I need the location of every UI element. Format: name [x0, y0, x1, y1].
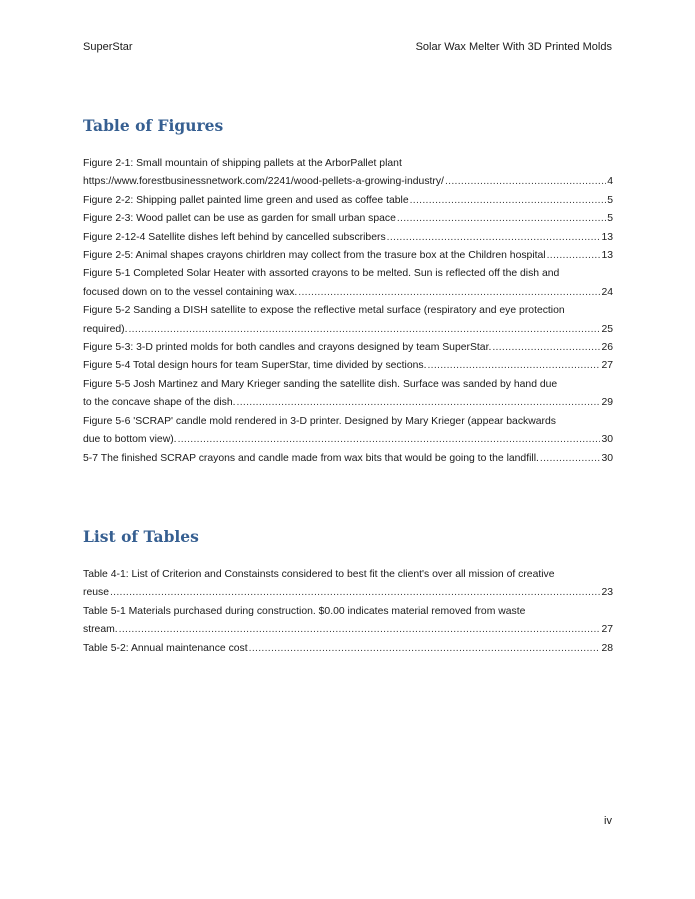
figure-entry[interactable]	[83, 265, 613, 302]
dot-leader	[110, 584, 600, 602]
entry-caption-line: Figure 5-1 Completed Solar Heater with assorted crayons to be melted. Sun is reflected off the dish and	[83, 268, 560, 280]
entry-page-number: 27	[601, 624, 613, 636]
figure-entry[interactable]	[83, 229, 613, 247]
table-entry[interactable]	[83, 603, 613, 640]
header-document-title: Solar Wax Melter With 3D Printed Molds	[415, 41, 612, 53]
figure-entry[interactable]	[83, 339, 613, 357]
entry-page-number: 13	[601, 250, 613, 262]
entry-caption-line: Figure 5-3: 3-D printed molds for both candles and crayons designed by team SuperStar.	[83, 342, 492, 354]
entry-caption-line: Figure 2-5: Animal shapes crayons chirldren may collect from the trasure box at the Children hospital	[83, 250, 546, 262]
entry-caption-line: Figure 2-1: Small mountain of shipping pallets at the ArborPallet plant	[83, 158, 402, 169]
entry-page-number: 5	[607, 194, 613, 206]
table-of-figures-heading: Table of Figures	[83, 116, 224, 135]
dot-leader	[249, 640, 601, 658]
dot-leader	[540, 450, 601, 468]
entry-caption-line: Figure 2-3: Wood pallet can be use as garden for small urban space	[83, 213, 396, 225]
dot-leader	[445, 173, 606, 191]
entry-page-number: 24	[601, 286, 613, 298]
entry-caption-line: Table 5-2: Annual maintenance cost	[83, 642, 248, 654]
entry-page-number: 5	[607, 213, 613, 225]
entry-page-number: 25	[601, 323, 613, 335]
dot-leader	[128, 321, 600, 339]
entry-page-number: 4	[607, 176, 613, 188]
entry-caption-line: Figure 2-12-4 Satellite dishes left behind by cancelled subscribers	[83, 231, 386, 243]
entry-caption-line: Figure 5-4 Total design hours for team SuperStar, time divided by sections.	[83, 360, 427, 372]
dot-leader	[397, 210, 606, 228]
entry-caption-line: Figure 5-2 Sanding a DISH satellite to expose the reflective metal surface (respiratory and eye protection	[83, 305, 565, 317]
figure-entry[interactable]	[83, 450, 613, 468]
entry-page-number: 30	[601, 434, 613, 446]
figure-entry[interactable]	[83, 192, 613, 210]
dot-leader	[237, 394, 601, 412]
entry-page-number: 27	[601, 360, 613, 372]
dot-leader	[119, 621, 601, 639]
dot-leader	[298, 284, 600, 302]
header-team-name: SuperStar	[83, 41, 133, 53]
entry-page-number: 28	[601, 642, 613, 654]
entry-caption-line: https://www.forestbusinessnetwork.com/2241/wood-pellets-a-growing-industry/	[83, 176, 444, 188]
list-of-tables-list	[83, 566, 613, 658]
entry-caption-line: to the concave shape of the dish.	[83, 397, 236, 409]
entry-caption-line: stream.	[83, 624, 118, 636]
dot-leader	[387, 229, 601, 247]
figure-entry[interactable]	[83, 302, 613, 339]
dot-leader	[410, 192, 607, 210]
dot-leader	[178, 431, 601, 449]
entry-caption-line: Figure 2-2: Shipping pallet painted lime green and used as coffee table	[83, 194, 409, 206]
figure-entry[interactable]	[83, 376, 613, 413]
entry-caption-line: due to bottom view).	[83, 434, 177, 446]
entry-caption-line: required).	[83, 323, 128, 335]
entry-page-number: 13	[601, 231, 613, 243]
figure-entry[interactable]	[83, 210, 613, 228]
entry-caption-line: Table 4-1: List of Criterion and Constainsts considered to best fit the client's over all mission of creative	[83, 569, 555, 580]
table-entry[interactable]	[83, 566, 613, 603]
dot-leader	[427, 357, 600, 375]
entry-page-number: 30	[601, 452, 613, 464]
dot-leader	[492, 339, 600, 357]
entry-page-number: 29	[601, 397, 613, 409]
entry-caption-line: focused down on to the vessel containing wax.	[83, 286, 298, 298]
entry-page-number: 23	[601, 587, 613, 599]
page-number: iv	[604, 815, 612, 827]
table-entry[interactable]	[83, 640, 613, 658]
list-of-tables-heading: List of Tables	[83, 527, 199, 546]
entry-caption-line: Table 5-1 Materials purchased during construction. $0.00 indicates material removed from waste	[83, 605, 526, 617]
figure-entry[interactable]	[83, 247, 613, 265]
entry-caption-line: reuse	[83, 587, 109, 599]
figure-entry[interactable]	[83, 155, 613, 192]
entry-caption-line: 5-7 The finished SCRAP crayons and candle made from wax bits that would be going to the landfill.	[83, 452, 539, 464]
entry-caption-line: Figure 5-5 Josh Martinez and Mary Krieger sanding the satellite dish. Surface was sanded by hand due	[83, 378, 558, 390]
entry-page-number: 26	[601, 342, 613, 354]
dot-leader	[547, 247, 601, 265]
table-of-figures-list	[83, 155, 613, 468]
figure-entry[interactable]	[83, 413, 613, 450]
figure-entry[interactable]	[83, 357, 613, 375]
entry-caption-line: Figure 5-6 'SCRAP' candle mold rendered in 3-D printer. Designed by Mary Krieger (appear backwards	[83, 415, 556, 427]
